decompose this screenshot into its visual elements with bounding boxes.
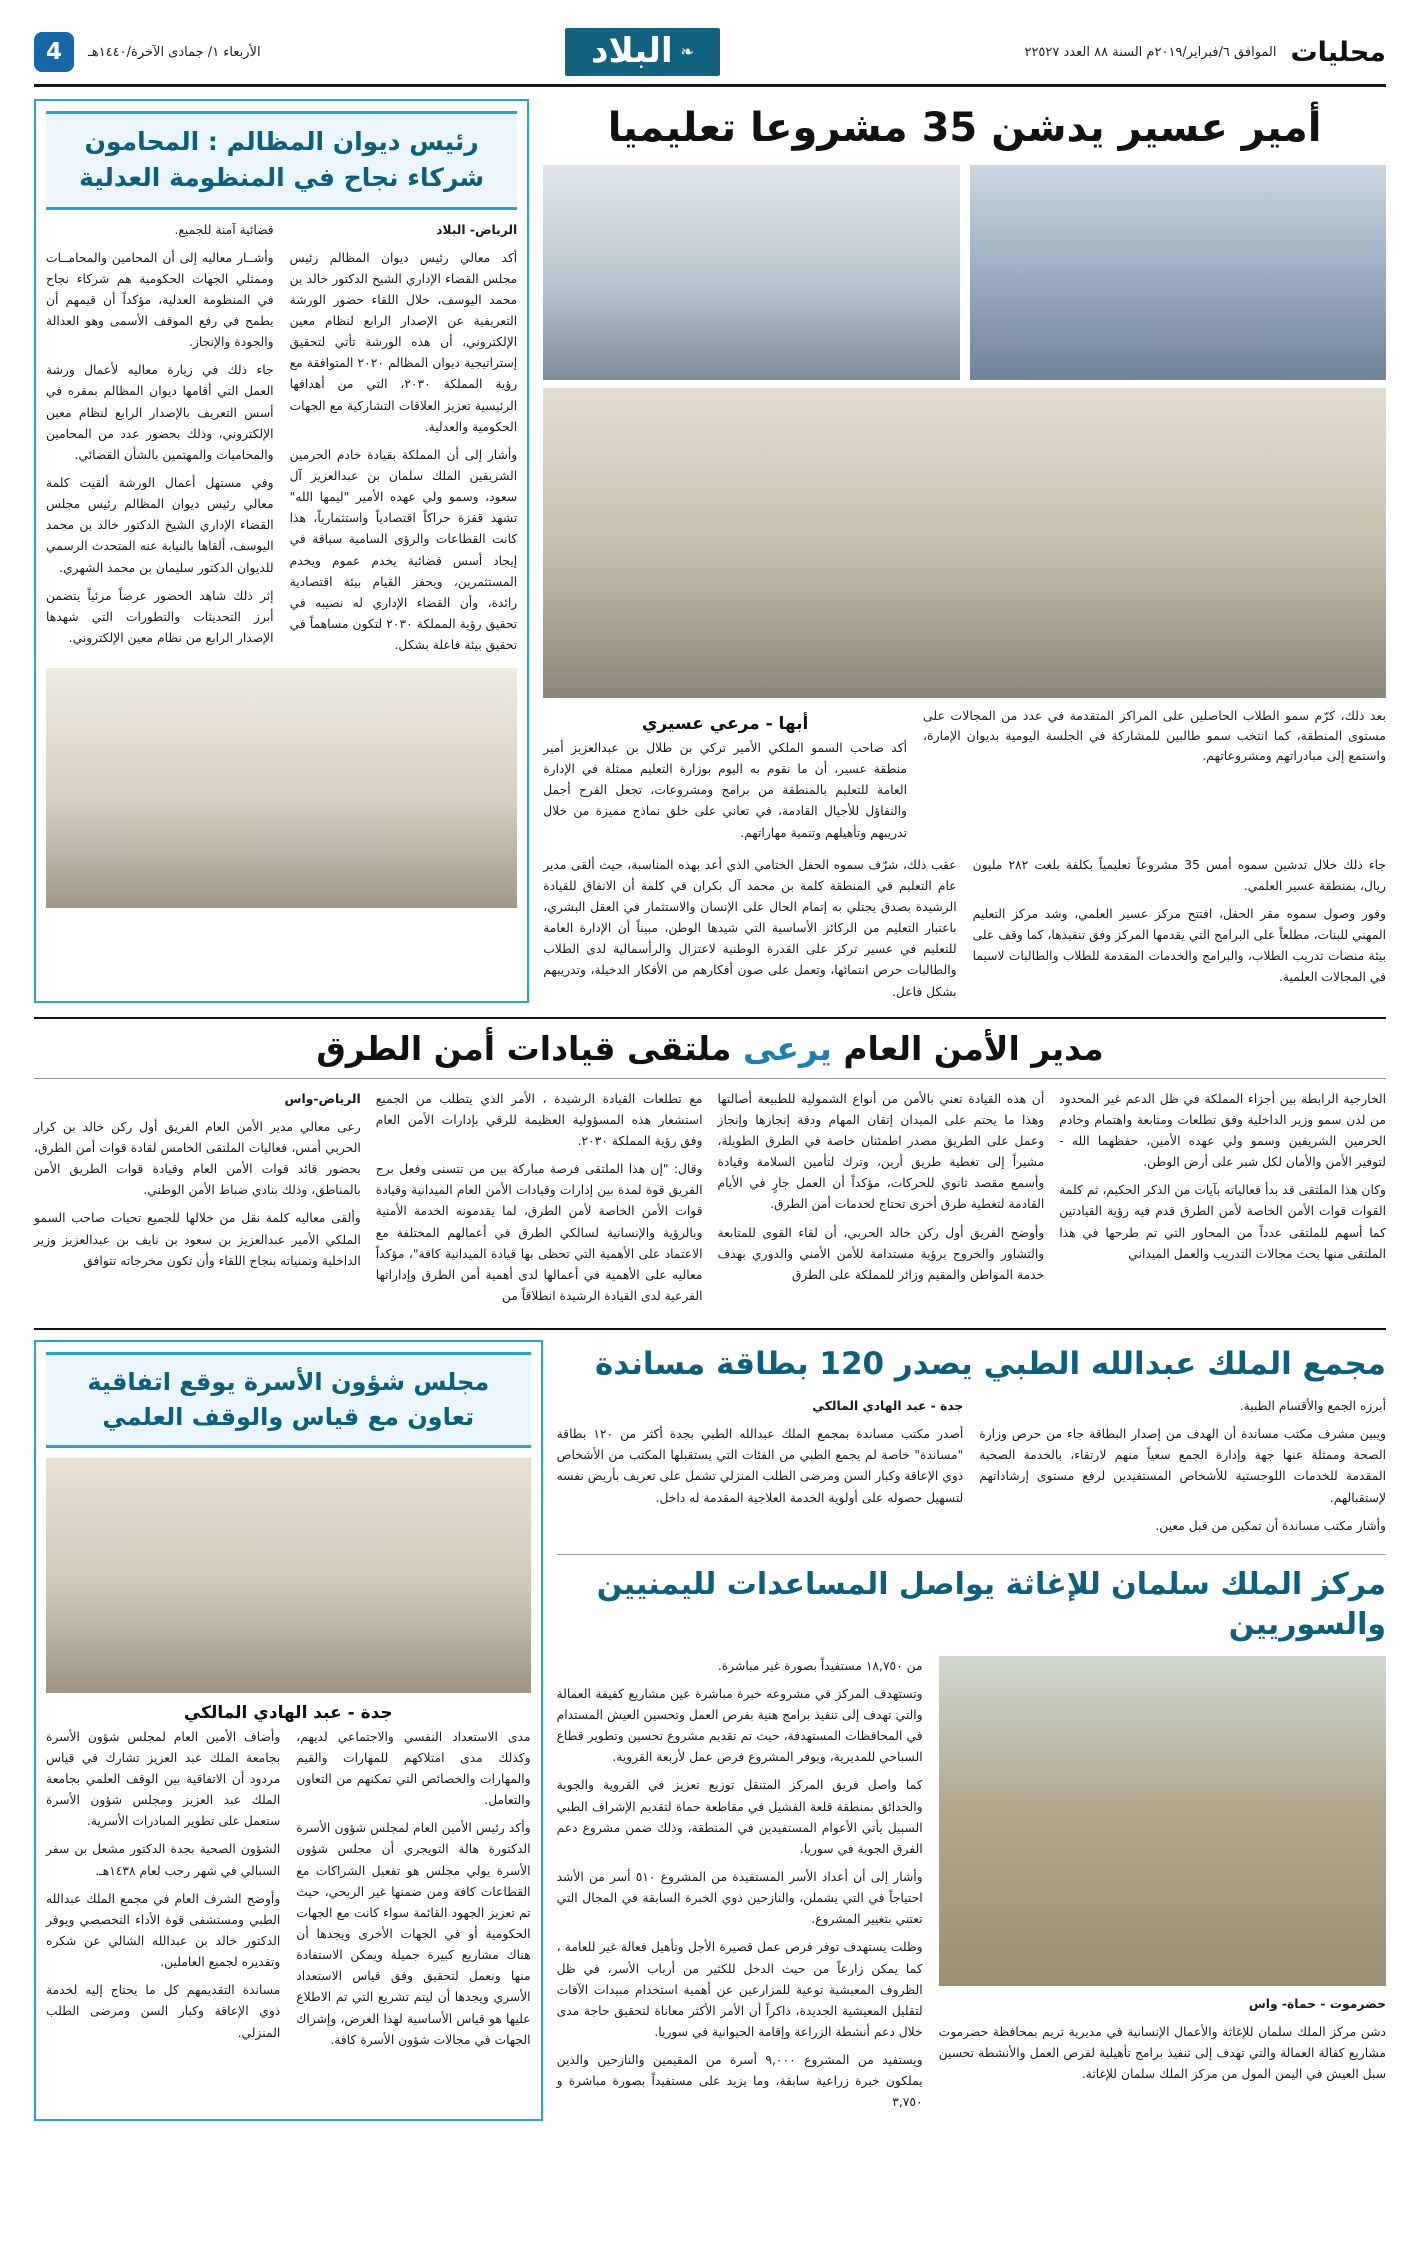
family-p6: مساندة التقديمهم كل ما يحتاج إليه لخدمة ذوي الإعاقة وكبار السن ومرضى الطلب المنزلي. — [46, 1983, 281, 2040]
section-title: محليات — [1290, 36, 1386, 68]
relief-p2: من ١٨,٧٥٠ مستفيداً بصورة غير مباشرة. — [717, 1658, 923, 1673]
masthead-left — [34, 32, 261, 72]
family-story — [34, 1340, 543, 2121]
lead-headline: أمير عسير يدشن 35 مشروعا تعليميا — [607, 105, 1322, 151]
lawyers-byline: الرياض- البلاد — [436, 222, 518, 237]
family-p5: وأوضح الشرف العام في مجمع الملك عبدالله الطبي ومستشفى قوة الأداء التخصصي ويوفر الدكتور خالد بن عبدالله الشالي عن شكره وتقديره لجميع العاملين. — [46, 1891, 281, 1970]
family-p1: مدى الاستعداد النفسي والاجتماعي لديهم، وكذلك مدى امتلاكهم للمهارات والقيم والمهارات والخصائص التي تمكنهم من التعاون والتعامل. — [296, 1729, 531, 1808]
relief-photo-workers — [939, 1656, 1386, 1986]
traffic-byline: الرياض-واس — [284, 1091, 361, 1106]
relief-headline: مركز الملك سلمان للإغاثة يواصل المساعدات لليمنيين والسوريين — [596, 1566, 1386, 1643]
traffic-story — [34, 1029, 1386, 1314]
traffic-col-3 — [718, 1089, 1045, 1314]
relief-p7: ويستفيد من المشروع ٩,٠٠٠ أسرة من المقيمين والنازحين والذين يملكون خبرة زراعية سابقة، وما يزيد على مستفيداً بصورة مباشرة و ٣,٧٥٠ — [556, 2053, 923, 2110]
medical-p3: ويبين مشرف مكتب مساندة أن الهدف من إصدار البطاقة جاء من حرص وزارة الصحة وممثلة عنها جهة وإدارة الجمع سعياً منهم لارتقاء، بالخدمة الصحية المقدمة للخدمات اللوجستية للأشخاص المستفيدين لرفع مستوى إرشاداتهم لإستقبالهم. — [979, 1427, 1386, 1505]
lawyers-para-3: قضائية آمنة للجميع. — [174, 222, 274, 237]
traffic-c1-p1: رعى معالي مدير الأمن العام الفريق أول ركن خالد بن كرار الحربي أمس، فعاليات الملتقى الخامس لقادة قوات أمن الطرق، بحضور قائد قوات الأمن العام وقيادة قوات الطريق الأمن بالمناطق، وذلك بنادي ضباط الأمن الوطني. — [34, 1119, 361, 1198]
relief-byline: حضرموت - حماة- واس — [1248, 1996, 1386, 2011]
traffic-c4-p2: وكان هذا الملتقى قد بدأ فعالياته بآيات من الذكر الحكيم، ثم كلمة القوات قوات الأمن الخاصة لأمن الطرق قدم فيه رؤية القيادتين كما أسهم للملتقى عدداً من المحاور التي تم طرحها في هذا الملتقى منها بحث مجالات التدريب والعمل الميداني — [1059, 1183, 1386, 1261]
lead-para-2: جاء ذلك خلال تدشين سموه أمس 35 مشروعاً تعليمياً بكلفة بلغت ٢٨٢ مليون ريال، بمنطقة عسير العلمي. — [972, 857, 1387, 893]
issue-line: الموافق ٦/فبراير/٢٠١٩م السنة ٨٨ العدد ٢٢٥٢٧ — [1024, 44, 1277, 60]
divider-3 — [34, 1328, 1386, 1330]
bottom-section — [34, 1340, 1386, 2121]
lead-byline: أبها - مرعي عسيري — [641, 714, 809, 734]
family-p4: الشؤون الصحية بجدة الدكتور مشعل بن سفر السبالي في شهر رجب لعام ١٤٣٨هـ. — [46, 1842, 281, 1878]
relief-p4: كما واصل فريق المركز المتنقل توزيع تعزيز في القروية والجوية والحدائق بمنطقة قلعة الفشيل في مقاطعة حماة لتقديم الإشراف الطبي السبيل يأتي الأعوام المستفيدين في المنطقة، وذلك ضمن مشروع دعم الفرق الجوية في سوريا. — [556, 1778, 923, 1856]
traffic-c2-p1: مع تطلعات القيادة الرشيدة ، الأمر الذي يتطلب من الجميع استشعار هذه المسؤولية العظيمة للرقي بإدارات الأمن العام وفق رؤية المملكة ٢٠٣٠. — [375, 1091, 703, 1148]
relief-p6: وظلت يستهدف توفر فرص عمل قصيرة الأجل وتأهيل فعالة غير للعامة ، كما يمكن زارعاً من حيث الدخل للكثير من أرباب الأسر، في ظل الظروف المعيشية توعية للمزارعين عن أهمية استخدام مبيدات الآفات لتقليل المعيشية الجديدة، ذاكراً أن الأمر الأكثر معاناة لتحقيق حاجة مدى خلال دعم أنشطة الزراعة وإقامة الحيوانية في سوريا. — [556, 1940, 923, 2040]
traffic-c3-p2: وأوضح الفريق أول ركن خالد الحربي، أن لقاء القوى للمتابعة والتشاور والخروج برؤية مستدامة للأمن الأمني والدوري بهدف خدمة المواطن والمقيم وزائر للمملكة على الطرق — [717, 1225, 1045, 1282]
masthead — [34, 28, 1386, 87]
medical-p2: أبرزه الجمع والأقسام الطبية. — [1239, 1398, 1386, 1413]
medical-col-1 — [557, 1396, 964, 1544]
traffic-columns — [34, 1089, 1386, 1314]
lawyers-para-2: وأشار إلى أن المملكة بقيادة خادم الحرمين الشريفين الملك سلمان بن عبدالعزيز آل سعود، وسمو ولي عهده الأمير "ليمها الله" تشهد قفزة حراكاً اقتصادياً واستثمارياً، هذا كانت القطاعات والرؤى السامية سباقة في إيجاد أسس قضائية يخدم عموم ويخدم المستثمرين، ويحفز القيام بيئة اقتصادية رائدة، وأن القضاء الإداري له نصيبه في تحقيق رؤية المملكة ٢٠٣٠ لتكون مساهماً في تحقيق بيئة فاعلة بشكل. — [289, 447, 518, 653]
traffic-c4-p1: الخارجية الرابطة بين أجزاء المملكة في ظل الدعم غير المحدود من لدن سمو وزير الداخلية وفق تطلعات ومتابعة واهتمام وخادم الحرمين الشريفين وسمو ولي عهده الأمين، حفظهما الله - لتوفير الأمن والأمان لكل شبر على أرض الوطن. — [1059, 1091, 1386, 1170]
lawyers-para-1: أكد معالي رئيس ديوان المظالم رئيس مجلس القضاء الإداري الشيخ الدكتور خالد بن محمد اليوسف، خلال اللقاء حضور الورشة التعريفية عن الإصدار الرابع لنظام معين الإلكتروني، أن هذه الورشة تأتي لتحقيق إستراتيجية ديوان المظالم ٢٠٢٠ المتوافقة مع رؤية المملكة ٢٠٣٠، التي من أهدافها الرئيسية تعزيز العلاقات التشاركية مع الجهات الحكومية والعدلية. — [289, 250, 518, 434]
family-headline: مجلس شؤون الأسرة يوقع اتفاقية تعاون مع قياس والوقف العلمي — [46, 1352, 531, 1448]
traffic-c2-p2: وقال: "إن هذا الملتقى فرصة مباركة بين من تتسنى وفعل برج الفريق قوة لمدة بين إدارات وقيادات الأمن العام الميدانية وقيادة قوات الأمن الخاصة لأمن الطرق، لما يقدمونه الخدمة الأمنية وبالرؤية والإنسانية لسالكي الطرق في أعمالهم المختلفة مع الاعتماد على الأهمية التي تحظى بها قيادة الميدانية كافة"، مؤكداً معاليه على الأهمية في أعمالها لدى أهمية أمن الطرق وإداراتها الفرعية لدى القيادة الرشيدة انطلاقاً من — [375, 1162, 703, 1303]
lawyers-para-7: إثر ذلك شاهد الحضور عرضاً مرئياً يتضمن أبرز التحديثات والتطورات التي شهدها الإصدار الرابع من نظام معين الإلكتروني. — [46, 588, 274, 646]
bottom-left — [557, 1340, 1386, 2121]
family-body — [46, 1727, 531, 2055]
medical-p4: وأشار مكتب مساندة أن تمكين من قبل معين. — [1155, 1518, 1386, 1533]
lawyers-para-6: وفي مستهل أعمال الورشة ألقيت كلمة معالي رئيس ديوان المظالم رئيس مجلس القضاء الإداري الشيخ الدكتور خالد بن محمد اليوسف، ألقاها بالنيابة عنه المتحدث الرسمي للديوان الدكتور سليمان بن محمد الشهري. — [46, 476, 274, 575]
lawyers-body-top — [46, 220, 517, 660]
lawyers-para-5: جاء ذلك في زيارة معاليه لأعمال ورشة العمل التي أقامها ديوان المظالم بمقره في أسس التعريف بالإصدار الرابع لنظام معين الإلكتروني، وذلك بحضور عدد من المحامين والمحاميات والمهتمين بالشأن القضائي. — [46, 363, 274, 462]
family-p3: وأضاف الأمين العام لمجلس شؤون الأسرة بجامعة الملك عبد العزيز تشارك في قياس مردود أن الاتفاقية بين الوقف العلمي بجامعة الملك عبد العزيز ومجلس شؤون الأسرة ستعمل على تطوير المبادرات الأسرية. — [46, 1729, 281, 1829]
medical-headline: مجمع الملك عبدالله الطبي يصدر 120 بطاقة مساندة — [594, 1346, 1386, 1383]
traffic-headline-prefix: مدير الأمن العام — [843, 1028, 1104, 1068]
medical-byline: جدة - عبد الهادي المالكي — [812, 1398, 964, 1413]
masthead-right — [1024, 37, 1386, 68]
traffic-headline-suffix: ملتقى قيادات أمن الطرق — [316, 1028, 732, 1068]
lead-para-1: أكد صاحب السمو الملكي الأمير تركي بن طلال بن عبدالعزيز أمير منطقة عسير، أن ما نقوم به اليوم بوزارة التعليم ممثلة في الإدارة العامة للتعليم بالمنطقة من برامج ومشروعات، تجعل الفرح أجمل والتفاؤل للأجيال القادمة، في تعاني على خلق نماذج مميزة من خلال تدريبهم وتأهيلهم وتنمية مهاراتهم. — [543, 741, 907, 840]
traffic-col-1 — [34, 1089, 361, 1314]
relief-p5: وأشار إلى أن أعداد الأسر المستفيدة من المشروع ٥١٠ أسر من الأشد احتياجاً في التي يشملن، والنازحين ذوي الخبرة السابقة في المجال التي تعتني بتغيير المشروع. — [556, 1870, 923, 1927]
relief-p1: دشن مركز الملك سلمان للإغاثة والأعمال الإنسانية في مديرية تريم بمحافظة حضرموت مشاريع كفالة العمالة والتي تهدف إلى تنفيذ برامج تأهيلية لفرص العمل والأنشطة تحسين سبل العيش في اليمن المول من مركز الملك سلمان للإغاثة. — [938, 2024, 1386, 2082]
family-photo-meeting — [46, 1458, 531, 1693]
page-number-badge: 4 — [34, 32, 74, 72]
lead-para-3: وفور وصول سموه مقر الحفل، افتتح مركز عسير العلمي، وشد مركز التعليم المهني للبنات، مطلعاً على البرامج التي يقدمها المركز وفق تنفيذها، كما وقف على بيئة منصات تدريب الطلاب، والبرامج والخدمات المقدمة للطلاب والطالبات لاسيما في المجالات العلمية. — [972, 906, 1386, 985]
lead-para-4: عقب ذلك، شرّف سموه الحفل الختامي الذي أعد بهذه المناسبة، حيث ألقى مدير عام التعليم في المنطقة كلمة بن محمد آل بكران في كلمة أن الانفاق للقيادة الرشيدة بصدق يجتلي به إتمام الحال على الإنسان والاستثمار في العقل البشري، باعتبار التعليم من الركائز الأساسية التي شيدها الوطن، مبيناً أن الإدارة العامة للتعليم في عسير تركز على القدرة الوطنية لاعتزال والرأسمالية لدى الطلاب والطالبات حرص انتمائها، وتعمل على صون أفكارهم من الأفكار الدخيلة، وتدريبهم بشكل فاعل. — [543, 857, 957, 999]
leaf-icon: ❧ — [680, 41, 695, 61]
family-byline: جدة - عبد الهادي المالكي — [183, 1702, 393, 1723]
divider-2 — [34, 1078, 1386, 1079]
logo-text: البلاد — [591, 31, 673, 71]
traffic-c3-p1: أن هذه القيادة تعني بالأمن من أنواع الشمولية للطبيعة أصالتها وهذا ما يحتم على الميدان إتقان المهام ودقة إنجازها وإنجاز وعمل على الطريق مصدر اطمئنان خاصة في الطرق الطويلة، مشيراً إلى تغطية طريق أرين، وترك لتأمين السلامة وقيادة وأسمع مقصد ثانوي للحركات، مؤكداً أن العمل جارٍ في الأيام القادمة لتغطية طرق أخرى تحتاج لخدمات أمن الطرق. — [717, 1091, 1045, 1212]
traffic-headline-highlight: يرعى — [743, 1028, 832, 1068]
traffic-col-2 — [376, 1089, 703, 1314]
medical-col-2 — [979, 1396, 1386, 1544]
lawyers-photo-workshop — [46, 668, 517, 908]
medical-story — [557, 1344, 1386, 1544]
divider-1 — [34, 1017, 1386, 1019]
newspaper-logo — [565, 28, 720, 76]
relief-story — [557, 1565, 1386, 2121]
divider-4 — [557, 1554, 1386, 1555]
lawyers-story — [34, 99, 529, 1003]
traffic-col-4 — [1059, 1089, 1386, 1314]
top-section — [34, 99, 1386, 1003]
traffic-c1-p2: وألقى معاليه كلمة نقل من خلالها للجميع تحيات صاحب السمو الملكي الأمير عبدالعزيز بن سعود بن نايف بن عبدالعزيز وزير الداخلية وتمنياته بنجاح اللقاء وأن تكون مخرجاته تتوافق — [34, 1211, 361, 1268]
traffic-headline — [34, 1029, 1386, 1068]
lawyers-para-4: وأشــار معاليه إلى أن المحامين والمحامــات وممثلي الجهات الحكومية هم شركاء نجاح في المنظومة العدلية، مؤكداً أن قيمهم أن يطمح في رفع الموقف الأسمى وهو العدالة والجودة والإنجاز. — [46, 250, 274, 350]
relief-text-col — [557, 1656, 923, 2121]
lead-story — [543, 99, 1386, 1003]
hijri-date: الأربعاء ١/ جمادى الآخرة/١٤٤٠هـ — [88, 44, 261, 60]
family-p2: وأكد رئيس الأمين العام لمجلس شؤون الأسرة الدكتورة هالة التويجري أن مجلس شؤون الأسرة يولي مجلس هو تفعيل الشراكات مع القطاعات كافة ومن ضمنها غير الربحي، حيث تم تعزيز الجهود القائمة سواء كانت مع الجهات الحكومية أو في الجهات الأخرى ويجدها أن هناك مشاريع كبيرة جميلة ويمكن الاستفادة منها ونعمل لتحقيق وفق قياس الاستعداد الأسري ويجدها أن ليتم تشريع التي تم الاطلاع عليها هو قياس الأساسية لهذا الغرض، وإشراك الجهات في مجالات شؤون الأسرة كافة. — [296, 1821, 531, 2047]
lead-photo-exhibition — [543, 165, 959, 380]
lead-photo-ceremony — [970, 165, 1386, 380]
medical-p1: أصدر مكتب مساندة بمجمع الملك عبدالله الطبي بجدة أكثر من ١٢٠ بطاقة "مساندة" خاصة لم يجمع الطبي من الفئات التي يستقبلها المكتب من الأشخاص ذوي الإعاقة وكبار السن ومرضى الطلب المنزلي تشمل على تعريف بأريض نفسه لتسهيل حصوله على أولوية الخدمة العلاجية المقدمة له داخل. — [556, 1427, 964, 1505]
lead-photo-caption: بعد ذلك، كرّم سمو الطلاب الحاصلين على المراكز المتقدمة في عدد من المجالات على مستوى المنطقة، كما انتخب سمو طالبين للمشاركة في الجلسة اليومية بديوان الإمارة، واستمع إلى مبادراتهم ومشروعاتهم. — [923, 708, 1386, 763]
lead-photo-tour — [543, 388, 1386, 698]
relief-p3: وتستهدف المركز في مشروعه خبرة مباشرة عين مشاريع كفيفة العمالة والتي تهدف إلى تنفيذ برامج هنية بفرص العمل وتحسين العيش المستدام في المحافظات المستهدفة، حيث تم تقديم مشروع تحسين وتطوير قطاع السباحي للمديرية، ويوفر المشروع فرص عمل لأربعة القروية. — [556, 1686, 923, 1765]
lawyers-headline: رئيس ديوان المظالم : المحامون شركاء نجاح في المنظومة العدلية — [46, 111, 517, 210]
